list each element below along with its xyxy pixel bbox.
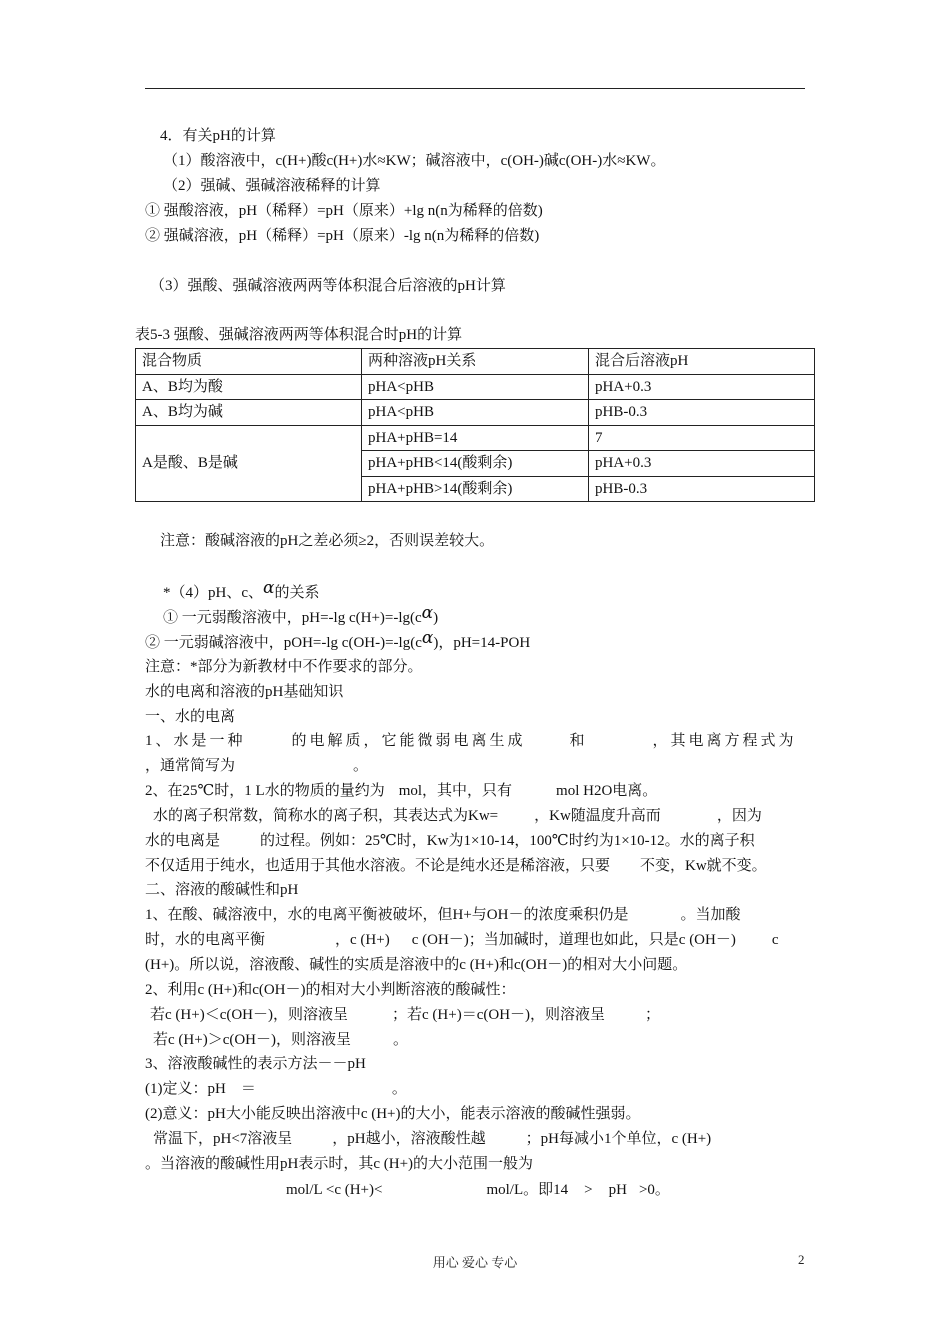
text-span: 。 <box>391 1081 407 1097</box>
table-cell: pHA+pHB>14(酸剩余) <box>362 476 589 502</box>
text-span: ② 一元弱碱溶液中，pOH=-lg c(OH-)=-lg(c <box>145 635 422 651</box>
text-span: )，pH=14-POH <box>433 635 531 651</box>
page-footer: 用心 爱心 专心 <box>432 1255 518 1270</box>
alpha-symbol: α <box>263 578 275 598</box>
text-line: （3）强酸、强碱溶液两两等体积混合后溶液的pH计算 <box>150 278 506 294</box>
text-span: ； <box>645 1007 661 1023</box>
text-span: 水的离子积常数，简称水的离子积，其表达式为Kw= <box>153 808 499 824</box>
table-row <box>136 425 815 451</box>
text-span: ，通常简写为 <box>145 758 236 774</box>
text-line <box>145 930 779 950</box>
text-span: 不仅适用于纯水，也适用于其他水溶液。不论是纯水还是稀溶液，只要 <box>145 858 611 874</box>
text-span: mol H2O电离。 <box>556 783 658 799</box>
table-header-row <box>136 349 815 375</box>
table-cell: pHB-0.3 <box>589 476 815 502</box>
table-cell: 7 <box>589 425 815 451</box>
table-cell: pHB-0.3 <box>589 400 815 426</box>
text-span: 。当加酸 <box>680 907 741 923</box>
text-span: 若c (H+)＞c(OH－)，则溶液呈 <box>153 1032 352 1048</box>
text-line: ① 强酸溶液，pH（稀释）=pH（原来）+lg n(n为稀释的倍数) <box>145 203 543 219</box>
text-span: ；pH每减小1个单位，c (H+) <box>525 1131 712 1147</box>
text-span: ，因为 <box>716 808 762 824</box>
text-line <box>145 856 767 876</box>
text-span: pH <box>608 1182 627 1198</box>
text-span: ) <box>433 610 439 626</box>
text-line <box>145 905 740 925</box>
text-span: ，c (H+) <box>335 932 390 948</box>
text-span: 时，水的电离平衡 <box>145 932 266 948</box>
table-cell: pHA+pHB=14 <box>362 425 589 451</box>
heading-acid-base: 二、溶液的酸碱性和pH <box>145 882 299 898</box>
note-text: 注意：酸碱溶液的pH之差必须≥2，否则误差较大。 <box>160 533 495 549</box>
table-cell: pHA<pHB <box>362 400 589 426</box>
ph-mixing-table <box>135 348 815 502</box>
table-header-cell: 混合后溶液pH <box>589 349 815 375</box>
text-line: 2、利用c (H+)和c(OH－)的相对大小判断溶液的酸碱性： <box>145 982 516 998</box>
text-line: （2）强碱、强碱溶液稀释的计算 <box>163 178 381 194</box>
table-cell: pHA+pHB<14(酸剩余) <box>362 451 589 477</box>
table-cell: pHA+0.3 <box>589 374 815 400</box>
text-span: ，pH越小，溶液酸性越 <box>332 1131 486 1147</box>
section-heading-ph-calc: 4．有关pH的计算 <box>160 128 276 144</box>
table-header-cell: 两种溶液pH关系 <box>362 349 589 375</box>
text-line <box>145 781 657 801</box>
table-cell: pHA+0.3 <box>589 451 815 477</box>
table-cell: A、B均为碱 <box>136 400 362 426</box>
text-span: 不变，Kw就不变。 <box>640 858 767 874</box>
text-span: 1、在酸、碱溶液中，水的电离平衡被破坏，但H+与OH－的浓度乘积仍是 <box>145 907 629 923</box>
text-line: ② 强碱溶液，pH（稀释）=pH（原来）-lg n(n为稀释的倍数) <box>145 228 540 244</box>
text-span: mol/L。即14 <box>486 1182 569 1198</box>
table-cell: pHA<pHB <box>362 374 589 400</box>
text-span: 和 <box>569 733 585 749</box>
text-span: >0。 <box>638 1182 670 1198</box>
heading-water-ionization: 一、水的电离 <box>145 709 236 725</box>
text-span: 2、在25℃时，1 L水的物质的量约为 <box>145 783 385 799</box>
text-line: （1）酸溶液中，c(H+)酸c(H+)水≈KW；碱溶液中，c(OH-)碱c(OH-)水≈KW。 <box>163 153 666 169</box>
text-line <box>163 578 320 603</box>
text-span: 的关系 <box>274 585 320 601</box>
text-line: 。当溶液的酸碱性用pH表示时，其c (H+)的大小范围一般为 <box>145 1156 534 1172</box>
table-group-cell: A是酸、B是碱 <box>136 425 362 502</box>
text-span: mol/L <c (H+)< <box>286 1182 383 1198</box>
text-span: ，Kw随温度升高而 <box>534 808 661 824</box>
text-line <box>145 731 797 751</box>
text-span: ，其电离方程式为 <box>652 733 797 749</box>
text-line <box>153 806 762 826</box>
header-rule <box>145 88 805 89</box>
text-span: 1、水是一种 <box>145 733 246 749</box>
text-line <box>286 1180 670 1200</box>
text-span: (1)定义：pH ＝ <box>145 1081 256 1097</box>
text-span: 的过程。例如：25℃时，Kw为1×10-14，100℃时约为1×10-12。水的离子积 <box>260 833 755 849</box>
heading-ph-representation: 3、溶液酸碱性的表示方法－－pH <box>145 1056 366 1072</box>
text-span: 。 <box>393 1032 409 1048</box>
text-span: ；若c (H+)＝c(OH－)，则溶液呈 <box>392 1007 606 1023</box>
section-title: 水的电离和溶液的pH基础知识 <box>145 684 344 700</box>
text-span: 水的电离是 <box>145 833 221 849</box>
text-line <box>153 1129 711 1149</box>
text-line <box>145 628 531 653</box>
text-span: 。 <box>353 758 369 774</box>
text-line <box>145 831 755 851</box>
text-line <box>163 603 439 628</box>
table-cell: A、B均为酸 <box>136 374 362 400</box>
text-line <box>145 1079 407 1099</box>
text-line: (2)意义：pH大小能反映出溶液中c (H+)的大小，能表示溶液的酸碱性强弱。 <box>145 1106 641 1122</box>
text-span: *（4）pH、c、 <box>163 585 263 601</box>
text-span: mol，其中，只有 <box>398 783 513 799</box>
table-caption: 表5-3 强酸、强碱溶液两两等体积混合时pH的计算 <box>135 327 463 343</box>
table-row <box>136 374 815 400</box>
text-line: (H+)。所以说，溶液酸、碱性的实质是溶液中的c (H+)和c(OH－)的相对大小问题。 <box>145 957 688 973</box>
text-span: 常温下，pH<7溶液呈 <box>153 1131 293 1147</box>
text-line <box>153 1030 408 1050</box>
text-span: > <box>584 1182 593 1198</box>
table-row <box>136 400 815 426</box>
text-span: ① 一元弱酸溶液中，pH=-lg c(H+)=-lg(c <box>163 610 422 626</box>
text-span: 的电解质，它能微弱电离生成 <box>291 733 526 749</box>
note-text: 注意：*部分为新教材中不作要求的部分。 <box>145 659 423 675</box>
alpha-symbol: α <box>421 603 434 623</box>
text-span: c <box>771 932 779 948</box>
table-header-cell: 混合物质 <box>136 349 362 375</box>
text-line <box>150 1005 660 1025</box>
alpha-symbol: α <box>421 628 434 648</box>
text-span: c (OH－)；当加碱时，道理也如此，只是c (OH－) <box>411 932 736 948</box>
text-span: 若c (H+)＜c(OH－)，则溶液呈 <box>150 1007 349 1023</box>
text-line <box>145 756 368 776</box>
page-number: 2 <box>798 1252 805 1267</box>
